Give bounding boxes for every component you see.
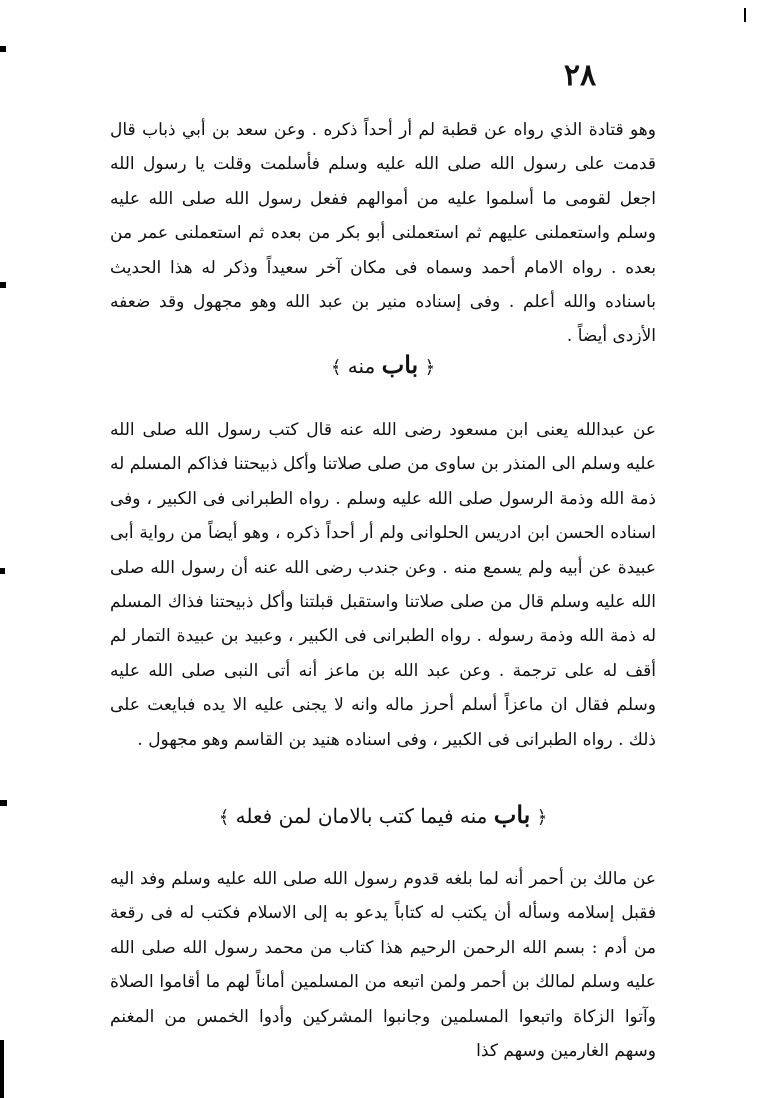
heading-text: منه [347, 354, 376, 378]
scan-mark [0, 1040, 4, 1098]
scan-mark [0, 568, 5, 574]
heading-text: منه فيما كتب بالامان لمن فعله [235, 804, 488, 828]
ornament-open: ﴿ [424, 357, 436, 378]
paragraph-opening: وهو قتادة الذي رواه عن قطبة لم أر أحداً ذكره . وعن سعد بن أبي ذباب قال قدمت على رسول الله صلى الله عليه وسلم فأسلمت وقلت يا رسول الله اجعل لقومى ما أسلموا عليه من أموالهم ففعل رسول الله صلى الله عليه وسلم واستعملنى عليهم ثم استعملنى أبو بكر من بعده ثم استعملنى عمر من بعده . رواه الامام أحمد وسماه فى مكان آخر سعيداً وذكر له هذا الحديث باسناده والله أعلم . وفى إسناده منير بن عبد الله وهو مجهول وقد ضعفه الأزدى أيضاً . [110, 120, 656, 347]
chapter-heading-1 [110, 350, 656, 379]
heading-keyword: باب [381, 350, 419, 379]
ornament-close: ﴾ [330, 357, 342, 378]
scan-mark [744, 8, 746, 22]
ornament-close: ﴾ [218, 807, 230, 828]
scan-mark [0, 800, 7, 806]
paragraph-section-1: عن عبدالله يعنى ابن مسعود رضى الله عنه قال كتب رسول الله صلى الله عليه وسلم الى المنذر بن ساوى من صلى صلاتنا وأكل ذبيحتنا فذاكم المسلم له ذمة الله وذمة الرسول صلى الله عليه وسلم . رواه الطبرانى فى الكبير ، وفى اسناده الحسن ابن ادريس الحلوانى ولم أر أحداً ذكره ، وهو أيضاً من رواية أبى عبيدة عن أبيه ولم يسمع منه . وعن جندب رضى الله عنه أن رسول الله صلى الله عليه وسلم قال من صلى صلاتنا واستقبل قبلتنا وأكل ذبيحتنا فذاك المسلم له ذمة الله وذمة رسوله . رواه الطبرانى فى الكبير ، وعبيد بن عبيدة التمار لم أقف له على ترجمة . وعن عبد الله بن ماعز أنه أتى النبى صلى الله عليه وسلم فقال ان ماعزاً أسلم أحرز ماله وانه لا يجنى عليه الا يده فبايعت على ذلك . رواه الطبرانى فى الكبير ، وفى اسناده هنيد بن القاسم وهو مجهول . [110, 420, 656, 750]
ornament-open: ﴿ [536, 807, 548, 828]
page-number: ٢٨ [563, 58, 597, 93]
paragraph-section-2: عن مالك بن أحمر أنه لما بلغه قدوم رسول الله صلى الله عليه وسلم وفد اليه فقبل إسلامه وسأله أن يكتب له كتاباً يدعو به إلى الاسلام فكتب له فى رقعة من أدم : بسم الله الرحمن الرحيم هذا كتاب من محمد رسول الله صلى الله عليه وسلم لمالك بن أحمر ولمن اتبعه من المسلمين أماناً لهم ما أقاموا الصلاة وآتوا الزكاة واتبعوا المسلمين وجانبوا المشركين وأدوا الخمس من المغنم وسهم الغارمين وسهم كذا [110, 869, 656, 1062]
chapter-heading-2 [110, 800, 656, 829]
heading-keyword: باب [493, 800, 531, 829]
scan-mark [0, 46, 6, 52]
scan-mark [0, 282, 6, 288]
